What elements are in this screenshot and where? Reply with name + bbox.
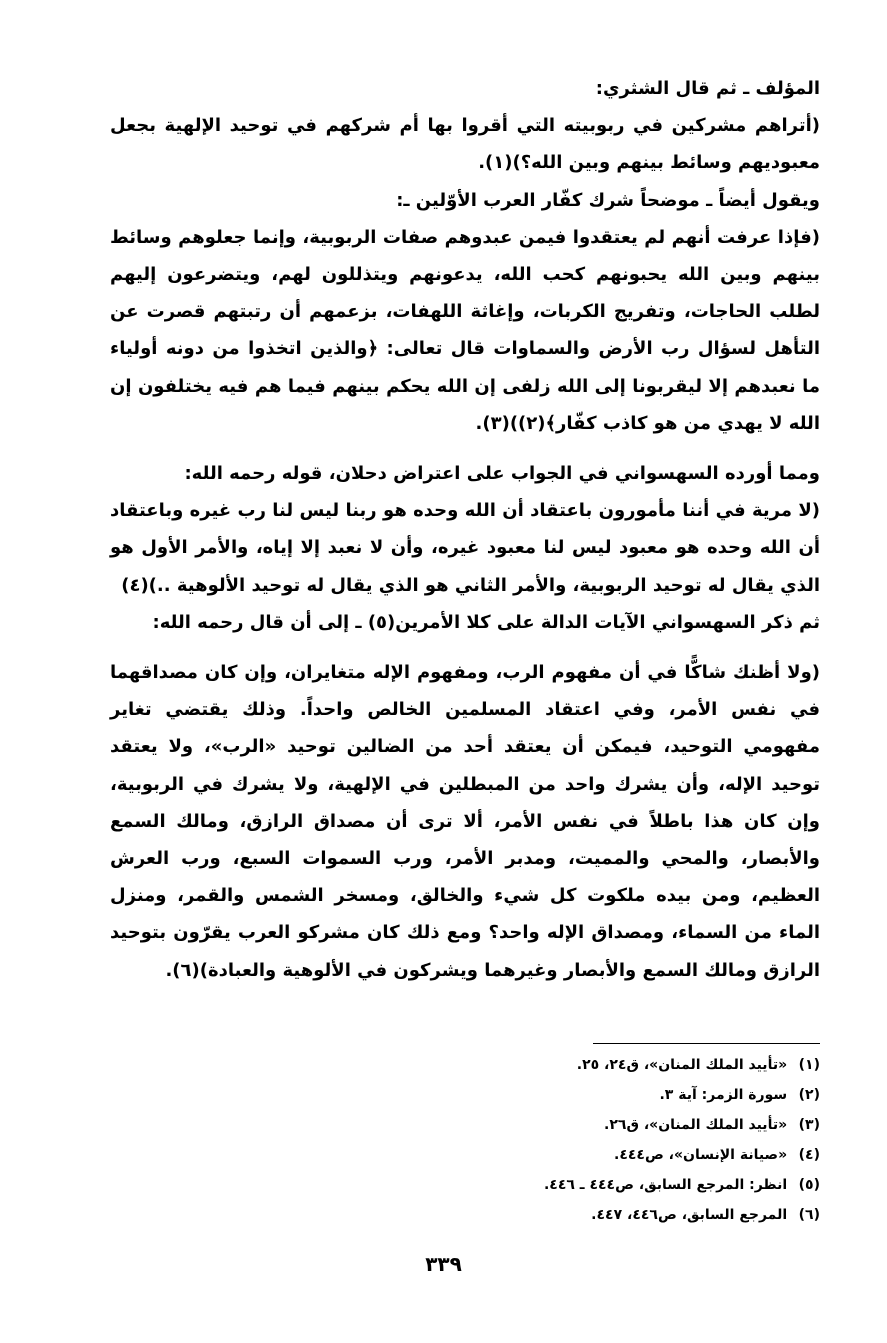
footnote-number: (٢): [798, 1087, 820, 1103]
footnote-text: «تأييد الملك المنان»، ق٢٤، ٢٥.: [576, 1057, 788, 1073]
footnote-text: «صيانة الإنسان»، ص٤٤٤.: [613, 1147, 788, 1163]
footnote-item: [300, 1140, 820, 1170]
footnote-number: (٦): [798, 1207, 820, 1223]
footnote-item: [300, 1200, 820, 1230]
paragraph-8: (ولا أظنك شاكًّا في أن مفهوم الرب، ومفهوم الإله متغايران، وإن كان مصداقهما في نفس الأمر، وفي اعتقاد المسلمين الخالص واحداً. وذلك يقتضي تغاير مفهومي التوحيد، فيمكن أن يعتقد أحد من الضالين توحيد «الرب»، ولا يعتقد توحيد الإله، وأن يشرك واحد من المبطلين في الإلهية، ولا يشرك في الربوبية، وإن كان هذا باطلاً في نفس الأمر، ألا ترى أن مصداق الرازق، ومالك السمع والأبصار، والمحي والمميت، ومدبر الأمر، ورب السموات السبع، ورب العرش العظيم، ومن بيده ملكوت كل شيء والخالق، ومسخر الشمس والقمر، ومنزل الماء من السماء، ومصداق الإله واحد؟ ومع ذلك كان مشركو العرب يقرّون بتوحيد الرازق ومالك السمع والأبصار وغيرهما ويشركون في الألوهية والعبادة)(٦).: [110, 662, 820, 981]
page-number: ٣٣٩: [425, 1252, 462, 1276]
paragraph-1: المؤلف ـ ثم قال الشثري:: [595, 78, 820, 99]
footnote-text: «تأييد الملك المنان»، ق٢٦.: [604, 1117, 788, 1133]
body-text: [110, 70, 820, 989]
paragraph-5: ومما أورده السهسواني في الجواب على اعتراض دحلان، قوله رحمه الله:: [184, 463, 820, 485]
footnote-number: (٣): [798, 1117, 820, 1133]
footnote-divider: [593, 1043, 820, 1044]
footnote-number: (٥): [798, 1177, 820, 1193]
paragraph-6: (لا مرية في أننا مأمورون باعتقاد أن الله وحده هو ربنا ليس لنا رب غيره وباعتقاد أن الله وحده هو معبود ليس لنا معبود غيره، وأن لا نعبد إلا إياه، والأمر الأول هو الذي يقال له توحيد الربوبية، والأمر الثاني هو الذي يقال له توحيد الألوهية ..)(٤): [110, 500, 820, 596]
footnote-text: انظر: المرجع السابق، ص٤٤٤ ـ ٤٤٦.: [543, 1177, 788, 1193]
footnote-text: سورة الزمر: آية ٣.: [659, 1087, 788, 1103]
footnote-item: [300, 1110, 820, 1140]
footnotes: [300, 1050, 820, 1230]
footnote-item: [300, 1170, 820, 1200]
footnote-item: [300, 1080, 820, 1110]
footnote-number: (٤): [798, 1147, 820, 1163]
paragraph-3: ويقول أيضاً ـ موضحاً شرك كفّار العرب الأوّلين ـ:: [396, 189, 820, 211]
paragraph-2: (أتراهم مشركين في ربوبيته التي أقروا بها أم شركهم في توحيد الإلهية بجعل معبوديهم وسائط بينهم وبين الله؟)(١).: [110, 115, 820, 174]
paragraph-4: (فإذا عرفت أنهم لم يعتقدوا فيمن عبدوهم صفات الربوبية، وإنما جعلوهم وسائط بينهم وبين الله يحبونهم كحب الله، يدعونهم ويتذللون لهم، ويتضرعون إليهم لطلب الحاجات، وتفريج الكربات، وإغاثة اللهفات، بزعمهم أن رتبتهم قصرت عن التأهل لسؤال رب الأرض والسماوات قال تعالى: ﴿والذين اتخذوا من دونه أولياء ما نعبدهم إلا ليقربونا إلى الله زلفى إن الله يحكم بينهم فيما هم فيه يختلفون إن الله لا يهدي من هو كاذب كفّار﴾(٢))(٣).: [110, 226, 820, 434]
footnote-item: [300, 1050, 820, 1080]
footnote-number: (١): [798, 1057, 820, 1073]
paragraph-7: ثم ذكر السهسواني الآيات الدالة على كلا الأمرين(٥) ـ إلى أن قال رحمه الله:: [152, 611, 820, 633]
footnote-text: المرجع السابق، ص٤٤٦، ٤٤٧.: [591, 1207, 788, 1223]
